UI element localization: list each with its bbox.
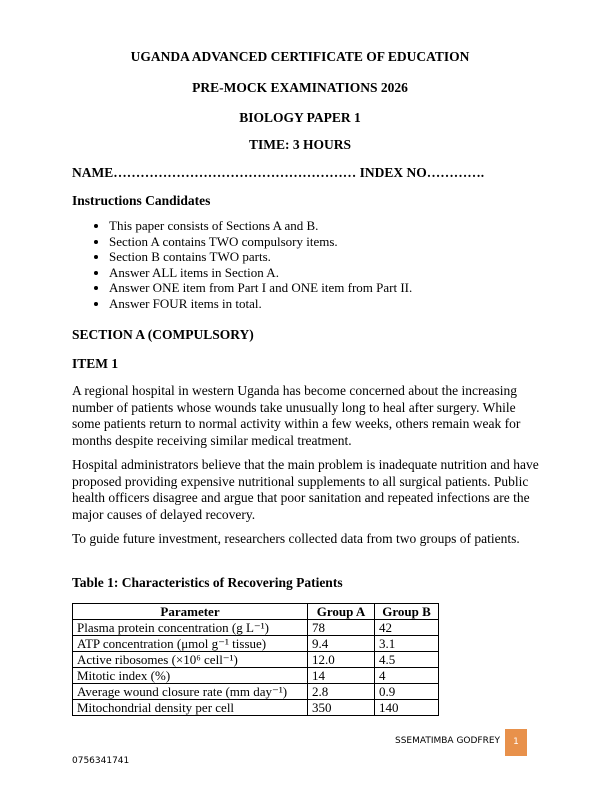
table-cell: 14	[308, 668, 375, 684]
table-cell: Active ribosomes (×10⁶ cell⁻¹)	[73, 652, 308, 668]
section-heading: SECTION A (COMPULSORY)	[72, 327, 254, 342]
table-cell: ATP concentration (μmol g⁻¹ tissue)	[73, 636, 308, 652]
table-cell: 4	[375, 668, 439, 684]
table-cell: Plasma protein concentration (g L⁻¹)	[73, 620, 308, 636]
scenario-paragraph: Hospital administrators believe that the main problem is inadequate nutrition and have proposed providing expensive nutritional supplements to all surgical patients. Public health officers disagree and argue that poor sanitation and repeated infections are the major causes of delayed recovery.	[72, 457, 539, 522]
table-cell: 0.9	[375, 684, 439, 700]
table-title: Table 1: Characteristics of Recovering Patients	[72, 575, 343, 590]
table-row	[73, 668, 439, 684]
name-index-line: NAME……………………………………………… INDEX NO………….	[72, 165, 485, 180]
instructions-heading: Instructions Candidates	[72, 193, 211, 208]
table-row	[73, 652, 439, 668]
scenario-paragraph: To guide future investment, researchers collected data from two groups of patients.	[72, 531, 520, 546]
instruction-item: • This paper consists of Sections A and B.	[109, 218, 412, 234]
table-cell: 78	[308, 620, 375, 636]
table-row	[73, 700, 439, 716]
instruction-item: • Answer FOUR items in total.	[109, 296, 412, 312]
instruction-item: • Section A contains TWO compulsory items.	[109, 234, 412, 250]
table-cell: 4.5	[375, 652, 439, 668]
page-number-badge: 1	[505, 729, 527, 756]
table-cell: 42	[375, 620, 439, 636]
table-cell: Average wound closure rate (mm day⁻¹)	[73, 684, 308, 700]
table-cell: 12.0	[308, 652, 375, 668]
time-allowed: TIME: 3 HOURS	[248, 137, 351, 152]
instruction-item: • Answer ONE item from Part I and ONE item from Part II.	[109, 280, 412, 296]
instructions-list	[72, 218, 412, 312]
column-header: Group A	[308, 604, 375, 620]
instruction-item: • Section B contains TWO parts.	[109, 249, 412, 265]
table-row	[73, 636, 439, 652]
table-cell: 350	[308, 700, 375, 716]
exam-board-title: UGANDA ADVANCED CERTIFICATE OF EDUCATION	[130, 49, 470, 64]
table-cell: 140	[375, 700, 439, 716]
scenario-paragraph: A regional hospital in western Uganda has become concerned about the increasing number of patients whose wounds take unusually long to heal after surgery. While some patients return to normal activity within a few weeks, others remain weak for months despite receiving similar medical treatment.	[72, 383, 521, 448]
item-heading: ITEM 1	[72, 356, 119, 371]
footer-author: SSEMATIMBA GODFREY	[395, 736, 501, 746]
paper-title: BIOLOGY PAPER 1	[239, 110, 361, 125]
table-cell: Mitochondrial density per cell	[73, 700, 308, 716]
instruction-item: • Answer ALL items in Section A.	[109, 265, 412, 281]
column-header: Parameter	[73, 604, 308, 620]
exam-series-title: PRE-MOCK EXAMINATIONS 2026	[192, 80, 408, 95]
table-cell: Mitotic index (%)	[73, 668, 308, 684]
column-header: Group B	[375, 604, 439, 620]
table-header-row	[73, 604, 439, 620]
table-cell: 2.8	[308, 684, 375, 700]
table-cell: 3.1	[375, 636, 439, 652]
patient-data-table	[72, 603, 439, 716]
footer-phone: 0756341741	[72, 756, 130, 766]
table-row	[73, 684, 439, 700]
table-row	[73, 620, 439, 636]
table-cell: 9.4	[308, 636, 375, 652]
